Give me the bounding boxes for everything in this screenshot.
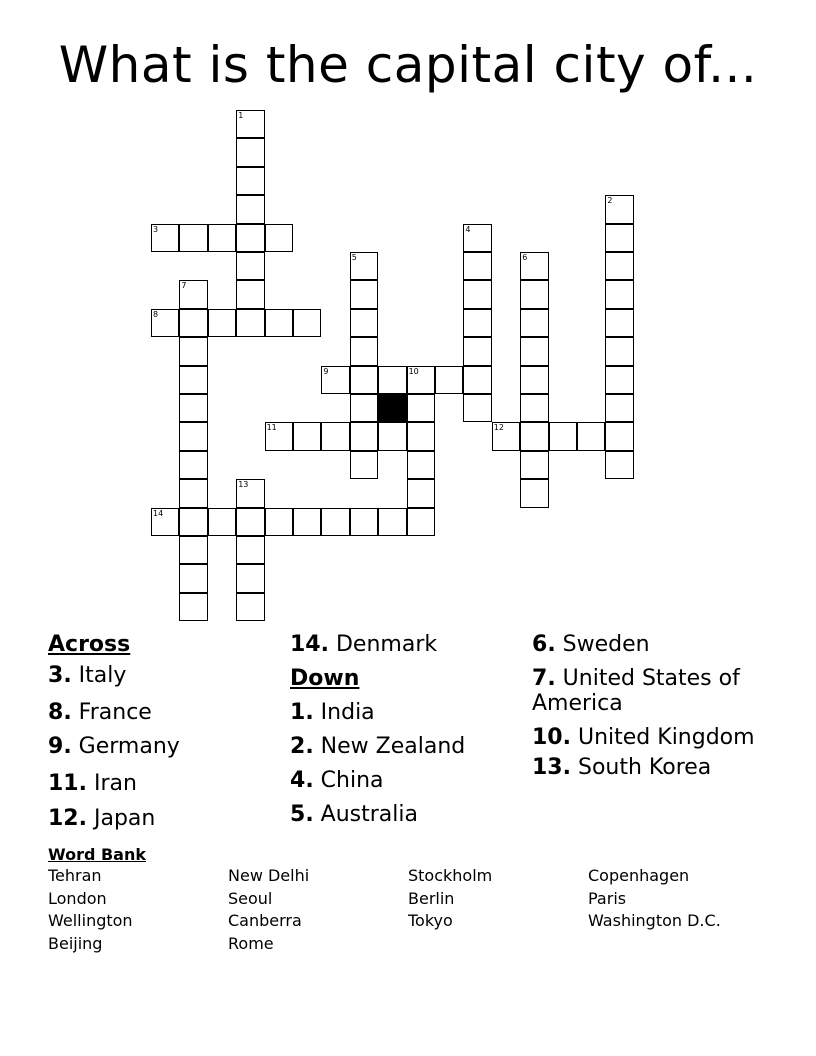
cell-number: 1	[238, 111, 244, 120]
word-bank-item: Wellington	[48, 911, 133, 931]
word-bank-item: Tehran	[48, 866, 102, 885]
clue-down-2: 2. New Zealand	[290, 734, 466, 759]
clue-down-13: 13. South Korea	[532, 755, 712, 780]
word-bank-item: Seoul	[228, 888, 273, 908]
grid-cell[interactable]	[605, 422, 633, 450]
grid-cell[interactable]	[321, 508, 349, 536]
word-bank-item: New Delhi	[228, 866, 310, 885]
word-bank-item: Tokyo	[408, 911, 453, 931]
clue-number: 12	[48, 806, 79, 831]
clue-text: Iran	[93, 771, 137, 796]
clue-across-3: 3. Italy	[48, 663, 127, 688]
cell-number: 8	[153, 309, 159, 319]
grid-cell[interactable]	[605, 366, 633, 394]
word-bank-list	[48, 865, 788, 965]
grid-cell[interactable]	[407, 508, 435, 536]
cell-number: 14	[153, 508, 164, 518]
page-title: What is the capital city of...	[58, 36, 758, 94]
grid-cell[interactable]	[463, 366, 491, 394]
grid-cell[interactable]	[179, 479, 207, 507]
grid-cell[interactable]	[293, 508, 321, 536]
clue-across-14: 14. Denmark	[290, 632, 438, 657]
word-bank-item: Stockholm	[408, 866, 493, 885]
grid-cell[interactable]	[236, 138, 264, 166]
clue-text: United States of America	[532, 666, 740, 716]
grid-cell[interactable]	[378, 508, 406, 536]
clue-number: 1	[290, 700, 306, 725]
clue-number: 13	[532, 755, 563, 780]
grid-cell[interactable]	[463, 394, 491, 422]
grid-cell[interactable]	[208, 309, 236, 337]
grid-cell[interactable]	[321, 422, 349, 450]
grid-cell[interactable]	[179, 508, 207, 536]
across-heading: Across	[48, 632, 131, 657]
clue-down-1: 1. India	[290, 700, 375, 725]
grid-cell[interactable]	[350, 422, 378, 450]
grid-cell[interactable]	[179, 337, 207, 365]
grid-cell[interactable]	[407, 422, 435, 450]
grid-cell[interactable]	[179, 366, 207, 394]
word-bank	[48, 845, 788, 965]
clue-down-10: 10. United Kingdom	[532, 725, 755, 750]
word-bank-item: Berlin	[408, 888, 455, 908]
grid-cell[interactable]	[605, 224, 633, 252]
grid-cell[interactable]	[577, 422, 605, 450]
word-bank-item: London	[48, 888, 107, 908]
clue-number: 2	[290, 734, 306, 759]
grid-cell[interactable]	[378, 422, 406, 450]
grid-cell[interactable]	[151, 224, 179, 252]
grid-cell[interactable]	[265, 422, 293, 450]
grid-cell[interactable]	[407, 366, 435, 394]
grid-cell[interactable]	[605, 280, 633, 308]
clue-text: Denmark	[335, 632, 438, 657]
clue-down-6: 6. Sweden	[532, 632, 650, 657]
grid-cell[interactable]	[605, 309, 633, 337]
cell-number: 6	[522, 253, 528, 262]
grid-cell[interactable]	[179, 422, 207, 450]
grid-cell[interactable]	[520, 309, 548, 337]
clue-number: 3	[48, 663, 64, 688]
grid-cell[interactable]	[605, 252, 633, 280]
grid-cell[interactable]	[520, 479, 548, 507]
grid-cell[interactable]	[463, 280, 491, 308]
grid-cell[interactable]	[236, 195, 264, 223]
grid-cell[interactable]	[605, 451, 633, 479]
grid-cell[interactable]	[236, 309, 264, 337]
grid-cell[interactable]	[520, 394, 548, 422]
cell-number: 11	[266, 423, 277, 433]
cell-number: 2	[607, 196, 613, 206]
grid-cell[interactable]	[520, 252, 548, 280]
grid-cell[interactable]	[549, 422, 577, 450]
grid-cell[interactable]	[236, 508, 264, 536]
cell-number: 5	[351, 253, 357, 262]
grid-cell[interactable]	[463, 309, 491, 337]
grid-cell[interactable]	[350, 451, 378, 479]
grid-cell[interactable]	[520, 422, 548, 450]
word-bank-item: Copenhagen	[588, 866, 690, 885]
grid-cell[interactable]	[236, 167, 264, 195]
grid-cell[interactable]	[605, 195, 633, 223]
clues-column-1	[48, 628, 278, 832]
word-bank-item: Beijing	[48, 933, 103, 953]
clue-text: India	[320, 700, 375, 725]
clue-number: 14	[290, 632, 321, 657]
grid-cell[interactable]	[321, 366, 349, 394]
clue-text: United Kingdom	[577, 725, 755, 750]
grid-cell[interactable]	[350, 252, 378, 280]
clue-number: 9	[48, 734, 64, 759]
grid-cell[interactable]	[293, 309, 321, 337]
clue-number: 4	[290, 768, 306, 793]
grid-cell[interactable]	[265, 224, 293, 252]
grid-cell[interactable]	[236, 593, 264, 621]
cell-number: 4	[465, 224, 471, 234]
grid-cell[interactable]	[435, 366, 463, 394]
clue-text: Japan	[93, 806, 156, 831]
grid-cell[interactable]	[265, 309, 293, 337]
grid-cell[interactable]	[520, 280, 548, 308]
clues-column-2	[290, 628, 520, 832]
clue-text: France	[78, 700, 152, 725]
grid-cell[interactable]	[236, 110, 264, 138]
clue-down-5: 5. Australia	[290, 802, 418, 827]
grid-cell[interactable]	[463, 252, 491, 280]
grid-cell[interactable]	[407, 451, 435, 479]
clues-column-3	[532, 628, 772, 785]
grid-cell[interactable]	[378, 366, 406, 394]
clue-text: Germany	[78, 734, 180, 759]
grid-cell[interactable]	[236, 479, 264, 507]
cell-number: 13	[238, 480, 249, 490]
grid-cell[interactable]	[350, 337, 378, 365]
grid-cell[interactable]	[236, 252, 264, 280]
clue-across-12: 12. Japan	[48, 806, 156, 831]
clue-text: South Korea	[577, 755, 712, 780]
grid-cell[interactable]	[350, 280, 378, 308]
grid-cell[interactable]	[179, 451, 207, 479]
cell-number: 12	[493, 423, 504, 433]
cell-number: 10	[408, 366, 419, 376]
cell-number: 3	[153, 224, 159, 234]
grid-cell[interactable]	[179, 309, 207, 337]
clue-down-7: 7. United States of America	[532, 666, 740, 716]
cell-number: 9	[323, 366, 329, 376]
word-bank-item: Washington D.C.	[588, 911, 721, 931]
grid-cell[interactable]	[208, 508, 236, 536]
grid-cell[interactable]	[208, 224, 236, 252]
grid-cell[interactable]	[293, 422, 321, 450]
grid-cell[interactable]	[520, 451, 548, 479]
grid-cell[interactable]	[151, 309, 179, 337]
clue-text: Italy	[78, 663, 127, 688]
grid-cell[interactable]	[520, 366, 548, 394]
grid-cell[interactable]	[236, 564, 264, 592]
grid-cell[interactable]	[350, 394, 378, 422]
clue-number: 6	[532, 632, 548, 657]
word-bank-item: Canberra	[228, 911, 302, 931]
grid-cell[interactable]	[407, 394, 435, 422]
grid-cell[interactable]	[605, 337, 633, 365]
grid-cell[interactable]	[265, 508, 293, 536]
grid-cell[interactable]	[236, 536, 264, 564]
grid-cell[interactable]	[151, 508, 179, 536]
clue-number: 7	[532, 666, 548, 691]
grid-cell[interactable]	[179, 280, 207, 308]
clue-text: Australia	[320, 802, 418, 827]
clue-across-9: 9. Germany	[48, 734, 180, 759]
cell-number: 7	[181, 281, 187, 291]
grid-cell[interactable]	[179, 394, 207, 422]
clue-across-11: 11. Iran	[48, 771, 137, 796]
clue-text: China	[320, 768, 384, 793]
clue-text: New Zealand	[320, 734, 466, 759]
clue-down-4: 4. China	[290, 768, 384, 793]
word-bank-item: Paris	[588, 888, 627, 908]
grid-cell[interactable]	[350, 309, 378, 337]
clue-number: 5	[290, 802, 306, 827]
clue-number: 10	[532, 725, 563, 750]
grid-cell[interactable]	[350, 366, 378, 394]
grid-cell[interactable]	[179, 593, 207, 621]
grid-cell[interactable]	[492, 422, 520, 450]
grid-cell[interactable]	[236, 224, 264, 252]
grid-cell[interactable]	[520, 337, 548, 365]
grid-cell[interactable]	[350, 508, 378, 536]
grid-cell[interactable]	[179, 564, 207, 592]
grid-cell[interactable]	[463, 337, 491, 365]
clue-number: 11	[48, 771, 79, 796]
black-cell	[378, 394, 406, 422]
clue-number: 8	[48, 700, 64, 725]
word-bank-title: Word Bank	[48, 845, 147, 864]
grid-cell[interactable]	[179, 536, 207, 564]
clue-across-8: 8. France	[48, 700, 152, 725]
down-heading: Down	[290, 666, 360, 691]
grid-cell[interactable]	[179, 224, 207, 252]
grid-cell[interactable]	[463, 224, 491, 252]
grid-cell[interactable]	[605, 394, 633, 422]
grid-cell[interactable]	[407, 479, 435, 507]
grid-cell[interactable]	[236, 280, 264, 308]
clue-text: Sweden	[562, 632, 650, 657]
word-bank-item: Rome	[228, 933, 274, 953]
